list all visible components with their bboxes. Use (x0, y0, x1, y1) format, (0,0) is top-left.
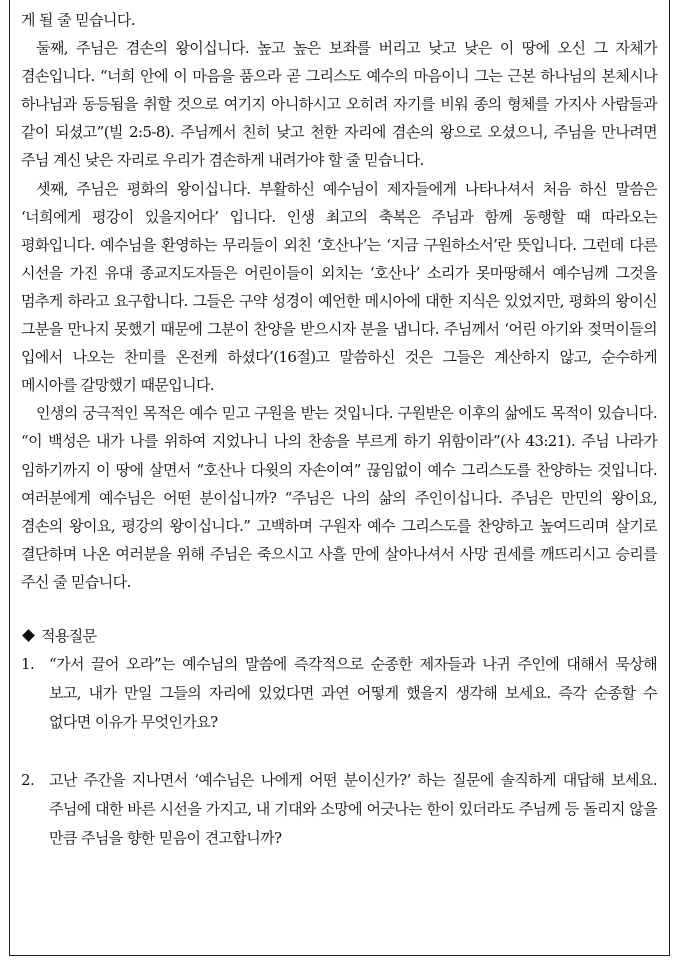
question-list (21, 650, 657, 853)
question-text: “가서 끌어 오라”는 예수님의 말씀에 즉각적으로 순종한 제자들과 나귀 주인에 대해서 묵상해 보고, 내가 만일 그들의 자리에 있었다면 과연 어떻게 했을지 생각해 보세요. 즉각 순종할 수 없다면 이유가 무엇인가요? (49, 654, 657, 731)
question-spacer (21, 736, 657, 766)
paragraph-continuation: 게 될 줄 믿습니다. (21, 11, 135, 29)
list-item-question-2 (21, 766, 657, 852)
application-questions-heading (21, 622, 657, 650)
sermon-body (21, 6, 657, 596)
question-text: 고난 주간을 지나면서 ‘예수님은 나에게 어떤 분이신가?’ 하는 질문에 솔직하게 대답해 보세요. 주님에 대한 바른 시선을 가지고, 내 기대와 소망에 어긋나는 한이 있더라도 주님께 등 돌리지 않을 만큼 주님을 향한 믿음이 견고합니까? (49, 771, 657, 847)
paragraph-life-purpose: 인생의 궁극적인 목적은 예수 믿고 구원을 받는 것입니다. 구원받은 이후의 삶에도 목적이 있습니다. “이 백성은 내가 나를 위하여 지었나니 나의 찬송을 부르게 하기 위함이라”(사 43:21). 주님 나라가 임하기까지 이 땅에 살면서 “호산나 다윗의 자손이여” 끊임없이 예수 그리스도를 찬양하는 것입니다. 여러분에게 예수님은 어떤 분이십니까? “주님은 나의 삶의 주인이십니다. 주님은 만민의 왕이요, 겸손의 왕이요, 평강의 왕이십니다.” 고백하며 구원자 예수 그리스도를 찬양하고 높여드리며 살기로 결단하며 나온 여러분을 위해 주님은 죽으시고 사흘 만에 살아나셔서 사망 권세를 깨뜨리시고 승리를 주신 줄 믿습니다. (21, 404, 657, 591)
question-number: 1. (21, 654, 35, 673)
black-diamond-icon (22, 630, 35, 643)
question-number: 2. (21, 771, 35, 790)
section-spacer (21, 596, 657, 622)
section-heading-label: 적용질문 (41, 626, 97, 645)
paragraph-humility-king: 둘째, 주님은 겸손의 왕이십니다. 높고 높은 보좌를 버리고 낮고 낮은 이 땅에 오신 그 자체가 겸손입니다. “너희 안에 이 마음을 품으라 곧 그리스도 예수의 마음이니 그는 근본 하나님의 본체시나 하나님과 동등됨을 취할 것으로 여기지 아니하시고 오히려 자기를 비워 종의 형체를 가지사 사람들과 같이 되셨고”(빌 2:5-8). 주님께서 친히 낮고 천한 자리에 겸손의 왕으로 오셨으니, 주님을 만나려면 주님 계신 낮은 자리로 우리가 겸손하게 내려가야 할 줄 믿습니다. (21, 39, 657, 170)
paragraph-peace-king: 셋째, 주님은 평화의 왕이십니다. 부활하신 예수님이 제자들에게 나타나셔서 처음 하신 말씀은 ‘너희에게 평강이 있을지어다’ 입니다. 인생 최고의 축복은 주님과 함께 동행할 때 따라오는 평화입니다. 예수님을 환영하는 무리들이 외친 ‘호산나’는 ‘지금 구원하소서’란 뜻입니다. 그런데 다른 시선을 가진 유대 종교지도자들은 어린이들이 외치는 ‘호산나’ 소리가 못마땅해서 예수님께 그것을 멈추게 하라고 요구합니다. 그들은 구약 성경이 예언한 메시아에 대한 지식은 있었지만, 평화의 왕이신 그분을 만나지 못했기 때문에 그분이 찬양을 받으시자 분을 냅니다. 주님께서 ‘어린 아기와 젖먹이들의 입에서 나오는 찬미를 온전케 하셨다’(16절)고 말씀하신 것은 그들은 계산하지 않고, 순수하게 메시아를 갈망했기 때문입니다. (21, 179, 657, 395)
page-frame (9, 0, 670, 956)
list-item-question-1 (21, 650, 657, 736)
